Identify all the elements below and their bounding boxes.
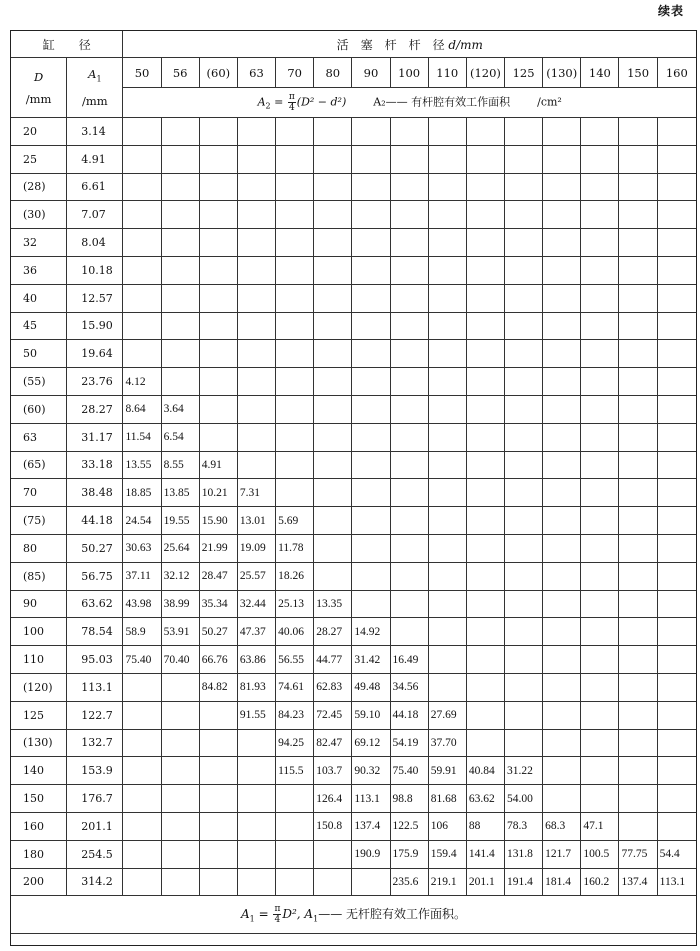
a2-area-cell: 70.40 bbox=[161, 646, 199, 674]
a2-area-cell: 106 bbox=[428, 812, 466, 840]
a2-area-cell: 54.19 bbox=[390, 729, 428, 757]
a1-area-cell: 3.14 bbox=[67, 118, 123, 146]
bore-diameter-cell: 110 bbox=[11, 646, 67, 674]
rod-diameter-cell: 140 bbox=[581, 58, 619, 88]
a2-four: 4 bbox=[288, 103, 295, 113]
bore-diameter-cell: 20 bbox=[11, 118, 67, 146]
d-unit: /mm bbox=[25, 91, 52, 106]
a1-area-cell: 33.18 bbox=[67, 451, 123, 479]
bore-diameter-cell: 40 bbox=[11, 284, 67, 312]
bore-diameter-cell: 180 bbox=[11, 840, 67, 868]
a1-unit: /mm bbox=[81, 94, 108, 109]
a2-area-cell: 13.55 bbox=[123, 451, 161, 479]
footer-eq: = bbox=[254, 907, 273, 922]
a2-area-cell: 18.85 bbox=[123, 479, 161, 507]
rod-diameter-cell: 160 bbox=[657, 58, 696, 88]
a2-area-cell: 13.85 bbox=[161, 479, 199, 507]
a2-area-cell: 113.1 bbox=[657, 868, 696, 896]
a2-area-cell: 54.00 bbox=[505, 785, 543, 813]
a2-area-cell: 37.11 bbox=[123, 562, 161, 590]
a2-area-cell: 181.4 bbox=[543, 868, 581, 896]
a2-area-cell: 24.54 bbox=[123, 507, 161, 535]
rod-diameter-cell: 56 bbox=[161, 58, 199, 88]
a1-area-cell: 44.18 bbox=[67, 507, 123, 535]
a2-formula-sub: 2 bbox=[265, 101, 271, 111]
a2-pi: π bbox=[288, 92, 295, 102]
a1-area-cell: 153.9 bbox=[67, 757, 123, 785]
d-label: D bbox=[33, 69, 44, 84]
rod-diameter-cell: (130) bbox=[543, 58, 581, 88]
a2-area-cell: 15.90 bbox=[199, 507, 237, 535]
a2-area-cell: 115.5 bbox=[276, 757, 314, 785]
a2-area-cell: 98.8 bbox=[390, 785, 428, 813]
a2-area-cell: 50.27 bbox=[199, 618, 237, 646]
a1-area-cell: 19.64 bbox=[67, 340, 123, 368]
rod-diameter-cell: 100 bbox=[390, 58, 428, 88]
a2-area-cell: 31.22 bbox=[505, 757, 543, 785]
bore-diameter-cell: 160 bbox=[11, 812, 67, 840]
rod-diameter-cell: 63 bbox=[237, 58, 275, 88]
rod-diameter-cell: 110 bbox=[428, 58, 466, 88]
a2-area-cell: 72.45 bbox=[314, 701, 352, 729]
a2-area-cell: 34.56 bbox=[390, 673, 428, 701]
footer-d2: D², A bbox=[282, 907, 314, 922]
footer-a1-sub2: 1 bbox=[313, 914, 319, 924]
continuation-label: 续表 bbox=[657, 4, 684, 18]
a2-area-cell: 103.7 bbox=[314, 757, 352, 785]
a2-area-cell: 56.55 bbox=[276, 646, 314, 674]
a1-area-cell: 50.27 bbox=[67, 534, 123, 562]
a2-area-cell: 35.34 bbox=[199, 590, 237, 618]
a2-area-cell: 16.49 bbox=[390, 646, 428, 674]
a1-area-cell: 56.75 bbox=[67, 562, 123, 590]
a1-area-cell: 6.61 bbox=[67, 173, 123, 201]
a2-area-cell: 141.4 bbox=[466, 840, 504, 868]
a1-label-sub: 1 bbox=[96, 74, 102, 84]
a2-description: A₂—— 有杆腔有效工作面积 bbox=[373, 95, 511, 109]
a2-area-cell: 78.3 bbox=[505, 812, 543, 840]
rod-diameter-cell: (60) bbox=[199, 58, 237, 88]
a2-area-cell: 90.32 bbox=[352, 757, 390, 785]
a2-area-cell: 75.40 bbox=[390, 757, 428, 785]
a1-area-cell: 4.91 bbox=[67, 145, 123, 173]
a1-area-cell: 113.1 bbox=[67, 673, 123, 701]
bore-diameter-cell: 32 bbox=[11, 229, 67, 257]
a2-area-cell: 44.18 bbox=[390, 701, 428, 729]
a2-area-cell: 18.26 bbox=[276, 562, 314, 590]
a2-area-cell: 10.21 bbox=[199, 479, 237, 507]
a2-area-cell: 58.9 bbox=[123, 618, 161, 646]
a1-area-cell: 15.90 bbox=[67, 312, 123, 340]
a2-area-cell: 235.6 bbox=[390, 868, 428, 896]
bore-diameter-cell: (55) bbox=[11, 368, 67, 396]
a2-area-cell: 88 bbox=[466, 812, 504, 840]
a2-area-cell: 59.91 bbox=[428, 757, 466, 785]
bore-diameter-cell: (65) bbox=[11, 451, 67, 479]
a2-area-cell: 131.8 bbox=[505, 840, 543, 868]
a1-area-cell: 132.7 bbox=[67, 729, 123, 757]
a2-area-cell: 91.55 bbox=[237, 701, 275, 729]
a2-area-cell: 160.2 bbox=[581, 868, 619, 896]
a2-area-cell: 19.09 bbox=[237, 534, 275, 562]
a1-area-cell: 201.1 bbox=[67, 812, 123, 840]
a2-area-cell: 40.06 bbox=[276, 618, 314, 646]
rod-diameter-cell: 90 bbox=[352, 58, 390, 88]
a2-area-cell: 25.57 bbox=[237, 562, 275, 590]
bore-diameter-cell: 150 bbox=[11, 785, 67, 813]
bore-diameter-cell: 63 bbox=[11, 423, 67, 451]
a2-area-cell: 100.5 bbox=[581, 840, 619, 868]
bore-diameter-cell: 80 bbox=[11, 534, 67, 562]
a2-area-cell: 94.25 bbox=[276, 729, 314, 757]
table-outer-frame bbox=[10, 30, 697, 946]
a2-area-cell: 25.64 bbox=[161, 534, 199, 562]
bore-diameter-cell: (60) bbox=[11, 395, 67, 423]
a2-formula-prefix: A bbox=[257, 95, 266, 109]
a2-area-cell: 6.54 bbox=[161, 423, 199, 451]
rod-diameter-cell: 80 bbox=[314, 58, 352, 88]
a2-area-cell: 84.82 bbox=[199, 673, 237, 701]
a2-area-cell: 30.63 bbox=[123, 534, 161, 562]
a1-area-cell: 23.76 bbox=[67, 368, 123, 396]
a2-area-cell: 84.23 bbox=[276, 701, 314, 729]
a2-area-cell: 14.92 bbox=[352, 618, 390, 646]
a2-area-cell: 13.35 bbox=[314, 590, 352, 618]
bore-diameter-cell: 50 bbox=[11, 340, 67, 368]
rod-diameter-cell: (120) bbox=[466, 58, 504, 88]
bore-diameter-cell: (28) bbox=[11, 173, 67, 201]
footer-description: —— 无杆腔有效工作面积。 bbox=[318, 907, 467, 922]
a2-area-cell: 44.77 bbox=[314, 646, 352, 674]
rod-diameter-label: 活 塞 杆 杆 径 bbox=[336, 37, 445, 52]
a2-area-cell: 201.1 bbox=[466, 868, 504, 896]
a2-area-cell: 4.91 bbox=[199, 451, 237, 479]
a2-area-cell: 62.83 bbox=[314, 673, 352, 701]
footer-a1-sub: 1 bbox=[249, 914, 255, 924]
bore-diameter-cell: 100 bbox=[11, 618, 67, 646]
a1-area-cell: 38.48 bbox=[67, 479, 123, 507]
bore-diameter-cell: 25 bbox=[11, 145, 67, 173]
a2-area-cell: 27.69 bbox=[428, 701, 466, 729]
bore-diameter-cell: 125 bbox=[11, 701, 67, 729]
a1-area-cell: 12.57 bbox=[67, 284, 123, 312]
a1-label: A bbox=[88, 66, 97, 81]
a2-area-cell: 150.8 bbox=[314, 812, 352, 840]
a2-area-cell: 7.31 bbox=[237, 479, 275, 507]
footer-four: 4 bbox=[274, 915, 281, 926]
a2-area-cell: 19.55 bbox=[161, 507, 199, 535]
a2-area-cell: 75.40 bbox=[123, 646, 161, 674]
a2-area-cell: 28.27 bbox=[314, 618, 352, 646]
a2-area-cell: 74.61 bbox=[276, 673, 314, 701]
a2-area-cell: 4.12 bbox=[123, 368, 161, 396]
a1-area-cell: 95.03 bbox=[67, 646, 123, 674]
a2-formula-paren: (D² − d²) bbox=[296, 95, 347, 109]
a2-area-cell: 59.10 bbox=[352, 701, 390, 729]
a2-area-cell: 81.68 bbox=[428, 785, 466, 813]
a2-area-cell: 53.91 bbox=[161, 618, 199, 646]
a1-area-cell: 254.5 bbox=[67, 840, 123, 868]
bore-header: 缸 径 bbox=[11, 31, 123, 58]
a2-area-cell: 47.1 bbox=[581, 812, 619, 840]
a2-area-cell: 25.13 bbox=[276, 590, 314, 618]
a2-area-cell: 43.98 bbox=[123, 590, 161, 618]
footer-pi: π bbox=[274, 904, 281, 915]
a1-area-cell: 8.04 bbox=[67, 229, 123, 257]
a2-area-cell: 37.70 bbox=[428, 729, 466, 757]
bore-diameter-cell: (30) bbox=[11, 201, 67, 229]
a2-area-cell: 5.69 bbox=[276, 507, 314, 535]
a1-area-cell: 314.2 bbox=[67, 868, 123, 896]
a2-area-cell: 21.99 bbox=[199, 534, 237, 562]
a2-area-cell: 126.4 bbox=[314, 785, 352, 813]
a2-area-cell: 66.76 bbox=[199, 646, 237, 674]
a2-area-cell: 68.3 bbox=[543, 812, 581, 840]
a2-area-cell: 11.54 bbox=[123, 423, 161, 451]
a2-area-cell: 49.48 bbox=[352, 673, 390, 701]
a1-area-cell: 10.18 bbox=[67, 256, 123, 284]
a1-area-cell: 63.62 bbox=[67, 590, 123, 618]
bore-diameter-cell: 140 bbox=[11, 757, 67, 785]
bore-diameter-cell: (120) bbox=[11, 673, 67, 701]
bore-diameter-cell: (130) bbox=[11, 729, 67, 757]
a2-area-cell: 28.47 bbox=[199, 562, 237, 590]
a2-area-cell: 137.4 bbox=[619, 868, 657, 896]
bore-diameter-cell: 70 bbox=[11, 479, 67, 507]
a2-area-cell: 8.55 bbox=[161, 451, 199, 479]
rod-diameter-unit: d/mm bbox=[448, 37, 483, 52]
a1-area-cell: 122.7 bbox=[67, 701, 123, 729]
a2-area-cell: 13.01 bbox=[237, 507, 275, 535]
a2-area-cell: 63.62 bbox=[466, 785, 504, 813]
a2-area-cell: 121.7 bbox=[543, 840, 581, 868]
footer-a1-prefix: A bbox=[240, 907, 250, 922]
a1-area-cell: 176.7 bbox=[67, 785, 123, 813]
a2-area-cell: 63.86 bbox=[237, 646, 275, 674]
a2-area-cell: 137.4 bbox=[352, 812, 390, 840]
rod-diameter-cell: 70 bbox=[276, 58, 314, 88]
a2-area-cell: 32.44 bbox=[237, 590, 275, 618]
a1-area-cell: 78.54 bbox=[67, 618, 123, 646]
a2-unit: /cm² bbox=[537, 95, 562, 109]
a2-area-cell: 40.84 bbox=[466, 757, 504, 785]
a2-area-cell: 82.47 bbox=[314, 729, 352, 757]
a2-area-cell: 11.78 bbox=[276, 534, 314, 562]
a2-area-cell: 38.99 bbox=[161, 590, 199, 618]
a1-area-cell: 28.27 bbox=[67, 395, 123, 423]
rod-diameter-cell: 125 bbox=[505, 58, 543, 88]
bore-diameter-cell: 36 bbox=[11, 256, 67, 284]
a1-area-cell: 31.17 bbox=[67, 423, 123, 451]
rod-diameter-cell: 50 bbox=[123, 58, 161, 88]
a2-area-cell: 191.4 bbox=[505, 868, 543, 896]
bore-diameter-cell: 45 bbox=[11, 312, 67, 340]
a2-formula-eq: = bbox=[270, 95, 287, 109]
a2-area-cell: 54.4 bbox=[657, 840, 696, 868]
a2-area-cell: 3.64 bbox=[161, 395, 199, 423]
a2-area-cell: 81.93 bbox=[237, 673, 275, 701]
a2-area-cell: 219.1 bbox=[428, 868, 466, 896]
a2-area-cell: 159.4 bbox=[428, 840, 466, 868]
a2-area-cell: 69.12 bbox=[352, 729, 390, 757]
bore-diameter-cell: (85) bbox=[11, 562, 67, 590]
a1-area-cell: 7.07 bbox=[67, 201, 123, 229]
a2-area-cell: 8.64 bbox=[123, 395, 161, 423]
bore-diameter-cell: 200 bbox=[11, 868, 67, 896]
a2-area-cell: 47.37 bbox=[237, 618, 275, 646]
a2-area-cell: 77.75 bbox=[619, 840, 657, 868]
bore-diameter-cell: (75) bbox=[11, 507, 67, 535]
bore-diameter-cell: 90 bbox=[11, 590, 67, 618]
a2-area-cell: 122.5 bbox=[390, 812, 428, 840]
a2-area-cell: 175.9 bbox=[390, 840, 428, 868]
a2-area-cell: 113.1 bbox=[352, 785, 390, 813]
a2-area-cell: 31.42 bbox=[352, 646, 390, 674]
a2-area-cell: 32.12 bbox=[161, 562, 199, 590]
rod-diameter-cell: 150 bbox=[619, 58, 657, 88]
a2-area-cell: 190.9 bbox=[352, 840, 390, 868]
